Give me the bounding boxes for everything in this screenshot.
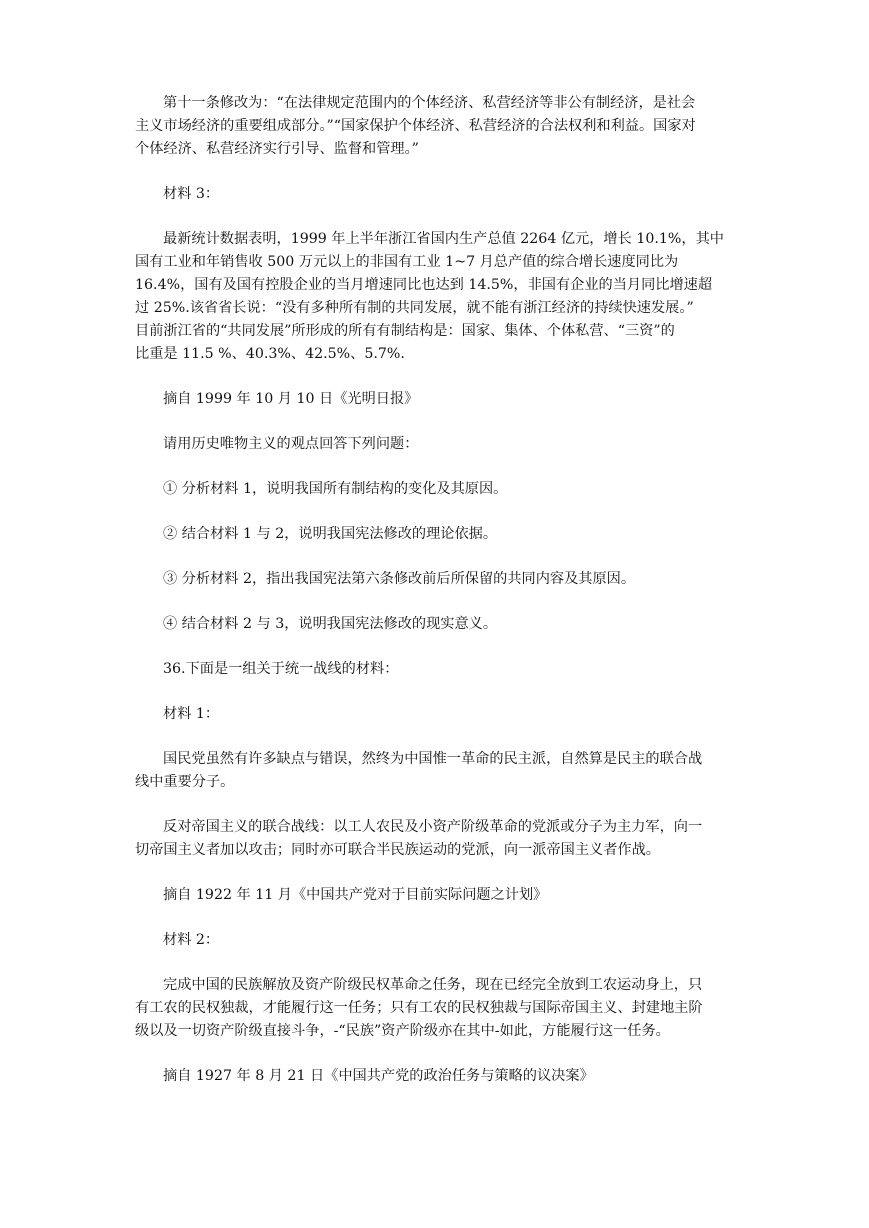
question-item-1 <box>135 478 735 501</box>
text-line: 材料 1： <box>163 706 220 722</box>
text-line: 国有工业和年销售收 500 万元以上的非国有工业 1~7 月总产值的综合增长速度同比为 <box>135 254 679 270</box>
source-citation-1922 <box>135 884 735 907</box>
text-line: 国民党虽然有许多缺点与错误，然终为中国惟一革命的民主派，自然算是民主的联合战 <box>163 751 703 767</box>
text-line: 主义市场经济的重要组成部分。”“国家保护个体经济、私营经济的合法权利和利益。国家对 <box>135 118 696 134</box>
question-item-4 <box>135 613 735 636</box>
text-line: 摘自 1999 年 10 月 10 日《光明日报》 <box>163 391 419 407</box>
material-3-paragraph <box>135 228 735 366</box>
material-2-paragraph <box>135 974 735 1043</box>
text-line: 切帝国主义者加以攻击；同时亦可联合半民族运动的党派，向一派帝国主义者作战。 <box>135 842 660 858</box>
question-intro <box>135 433 735 456</box>
text-line: 目前浙江省的“共同发展”所形成的所有有制结构是：国家、集体、个体私营、“三资”的 <box>135 323 675 339</box>
material-1-heading <box>135 703 735 726</box>
article-11-paragraph <box>135 92 735 161</box>
material-3-heading <box>135 183 735 206</box>
source-citation-1999 <box>135 388 735 411</box>
text-line: 最新统计数据表明，1999 年上半年浙江省国内生产总值 2264 亿元，增长 10.1%，其中 <box>163 231 724 247</box>
text-line: 材料 3： <box>163 186 220 202</box>
material-2-heading <box>135 929 735 952</box>
material-1-paragraph-a <box>135 748 735 794</box>
text-line: 摘自 1927 年 8 月 21 日《中国共产党的政治任务与策略的议决案》 <box>163 1068 594 1084</box>
material-1-paragraph-b <box>135 816 735 862</box>
source-citation-1927 <box>135 1065 735 1088</box>
text-line: 过 25%.该省省长说：“没有多种所有制的共同发展，就不能有浙江经济的持续快速发展。” <box>135 300 694 316</box>
text-line: 有工农的民权独裁，才能履行这一任务；只有工农的民权独裁与国际帝国主义、封建地主阶 <box>135 1000 703 1016</box>
text-line: 16.4%，国有及国有控股企业的当月增速同比也达到 14.5%，非国有企业的当月同比增速超 <box>135 277 713 293</box>
text-line: 比重是 11.5 %、40.3%、42.5%、5.7%. <box>135 346 405 362</box>
text-line: 反对帝国主义的联合战线：以工人农民及小资产阶级革命的党派或分子为主力军，向一 <box>163 819 703 835</box>
text-line: ④ 结合材料 2 与 3，说明我国宪法修改的现实意义。 <box>163 616 498 632</box>
text-line: 级以及一切资产阶级直接斗争，-“民族”资产阶级亦在其中-如此，方能履行这一任务。 <box>135 1023 670 1039</box>
text-line: 36.下面是一组关于统一战线的材料： <box>163 661 399 677</box>
text-line: ② 结合材料 1 与 2，说明我国宪法修改的理论依据。 <box>163 526 498 542</box>
text-line: ① 分析材料 1，说明我国所有制结构的变化及其原因。 <box>163 481 508 497</box>
text-line: 摘自 1922 年 11 月《中国共产党对于目前实际问题之计划》 <box>163 887 548 903</box>
question-item-2 <box>135 523 735 546</box>
question-item-3 <box>135 568 735 591</box>
text-line: 完成中国的民族解放及资产阶级民权革命之任务，现在已经完全放到工农运动身上，只 <box>163 977 703 993</box>
text-line: ③ 分析材料 2，指出我国宪法第六条修改前后所保留的共同内容及其原因。 <box>163 571 636 587</box>
text-line: 个体经济、私营经济实行引导、监督和管理。” <box>135 141 419 157</box>
text-line: 第十一条修改为：“在法律规定范围内的个体经济、私营经济等非公有制经济，是社会 <box>163 95 696 111</box>
document-page <box>135 92 735 1110</box>
text-line: 线中重要分子。 <box>135 774 235 790</box>
text-line: 请用历史唯物主义的观点回答下列问题： <box>163 436 419 452</box>
question-36 <box>135 658 735 681</box>
text-line: 材料 2： <box>163 932 220 948</box>
